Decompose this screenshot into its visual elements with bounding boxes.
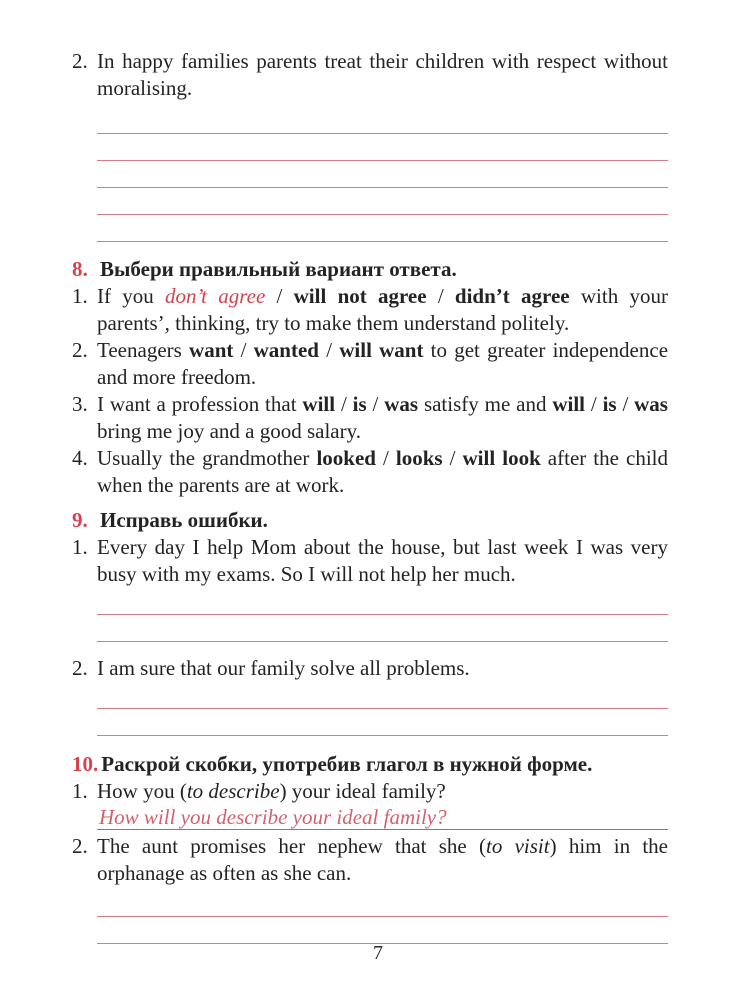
item-text: The aunt promises her nephew that she (to visit) him in the orphanage as often as she can. <box>97 834 668 885</box>
item-text: How you (to describe) your ideal family? <box>97 779 446 803</box>
item-text: Usually the grandmother looked / looks / will look after the child when the parents are at work. <box>97 446 669 497</box>
item-text: Teenagers want / wanted / will want to get greater independence and more freedom. <box>97 338 669 389</box>
exercise-9-item-2 <box>72 655 668 682</box>
answer-lines-block <box>97 588 668 642</box>
exercise-8-title: Выбери правильный вариант ответа. <box>100 257 457 281</box>
item-number: 3. <box>72 392 88 416</box>
handwritten-answer-line: How will you describe your ideal family? <box>97 805 668 830</box>
exercise-10-item-2 <box>72 833 668 887</box>
exercise-8-number: 8. <box>72 257 88 281</box>
answer-lines-block <box>97 107 668 242</box>
exercise-8-item-3 <box>72 391 668 445</box>
answer-line <box>97 890 668 917</box>
answer-line <box>97 188 668 215</box>
exercise-10-heading <box>72 751 668 778</box>
exercise-8-item-2 <box>72 337 668 391</box>
exercise-10-number: 10. <box>72 752 99 776</box>
answer-lines-block <box>97 890 668 944</box>
item-number: 1. <box>72 535 88 559</box>
carryover-item <box>72 48 668 102</box>
answer-line <box>97 709 668 736</box>
exercise-9-item-1 <box>72 534 668 588</box>
answer-line <box>97 917 668 944</box>
exercise-8-item-4 <box>72 445 668 499</box>
answer-line <box>97 682 668 709</box>
answer-line <box>97 588 668 615</box>
item-text: If you don’t agree / will not agree / didn’t agree with your parents’, thinking, try to make them understand politely. <box>97 284 668 335</box>
exercise-9-number: 9. <box>72 508 88 532</box>
answer-line <box>97 134 668 161</box>
item-text: I am sure that our family solve all problems. <box>97 656 470 680</box>
item-number: 2. <box>72 834 88 858</box>
item-number: 1. <box>72 284 88 308</box>
item-number: 2. <box>72 49 88 73</box>
exercise-8-item-1 <box>72 283 668 337</box>
answer-line <box>97 215 668 242</box>
answer-line <box>97 107 668 134</box>
answer-lines-block <box>97 805 668 830</box>
item-number: 1. <box>72 779 88 803</box>
page-number: 7 <box>373 942 383 964</box>
item-number: 2. <box>72 656 88 680</box>
exercise-10-title: Раскрой скобки, употребив глагол в нужной форме. <box>101 752 593 776</box>
exercise-9-heading <box>72 507 668 534</box>
exercise-8-heading <box>72 256 668 283</box>
answer-lines-block <box>97 682 668 736</box>
exercise-10-item-1 <box>72 778 668 805</box>
item-text: I want a profession that will / is / was satisfy me and will / is / was bring me joy and a good salary. <box>97 392 668 443</box>
item-text: Every day I help Mom about the house, but last week I was very busy with my exams. So I will not help her much. <box>97 535 668 586</box>
exercise-9-title: Исправь ошибки. <box>100 508 268 532</box>
item-number: 2. <box>72 338 88 362</box>
answer-line <box>97 161 668 188</box>
item-text: In happy families parents treat their children with respect without moralising. <box>97 49 668 100</box>
item-number: 4. <box>72 446 88 470</box>
answer-line <box>97 615 668 642</box>
